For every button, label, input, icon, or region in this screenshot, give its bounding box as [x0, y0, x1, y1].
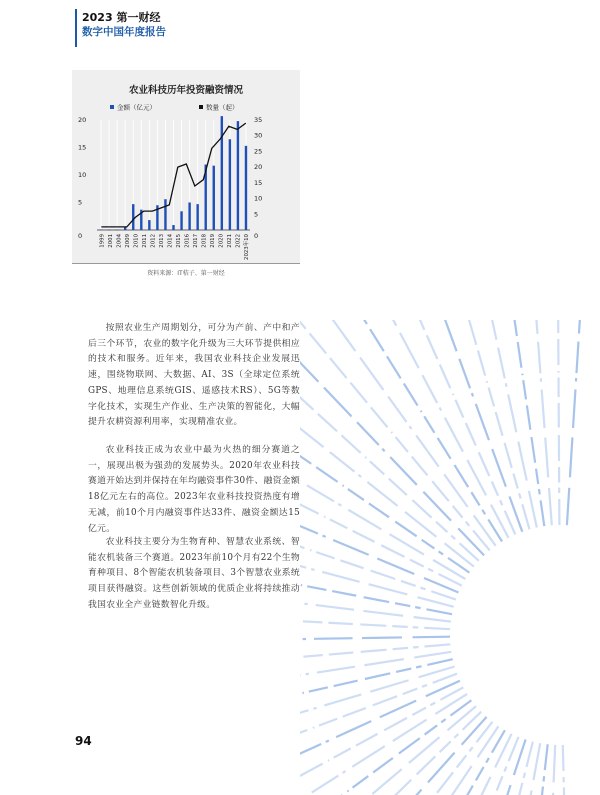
x-axis-tick-label: 2012	[150, 234, 157, 248]
bar-amount	[100, 229, 102, 230]
figure-bottom-rule	[72, 263, 300, 264]
left-axis-tick-label: 15	[78, 143, 87, 152]
x-axis-tick-label: 2014	[167, 234, 174, 248]
body-paragraph-2: 农业科技正成为农业中最为火热的细分赛道之一，展现出极为强劲的发展势头。2020年农业科技赛道开始达到并保持在年均融资事件30件、融资金额18亿元左右的高位。2023年农业科技投资热度有增无减，前10个月内融资事件达33件、融资金额达15亿元。	[88, 445, 300, 534]
x-axis-tick-label: 2018	[201, 234, 208, 248]
bar-amount	[245, 146, 247, 230]
legend-swatch-amount	[110, 105, 114, 109]
decorative-ray	[300, 652, 451, 705]
bar-amount	[132, 204, 134, 230]
left-axis-tick-label: 20	[78, 116, 87, 124]
decorative-ray	[300, 637, 450, 643]
figure-source: 资料来源：IT桔子、第一财经	[147, 270, 225, 277]
x-axis-tick-label: 2016	[184, 234, 191, 248]
bar-amount	[172, 225, 174, 230]
x-axis-tick-label: 1999	[99, 234, 106, 248]
x-axis-tick-label: 2004	[116, 234, 123, 248]
x-axis-tick-label: 2009	[124, 234, 131, 248]
right-axis-tick-label: 0	[254, 232, 259, 240]
x-axis-tick-label: 2021	[226, 234, 233, 248]
bar-amount	[180, 211, 182, 230]
decorative-ray	[567, 320, 589, 525]
legend-swatch-count	[199, 105, 203, 109]
right-axis-tick-label: 25	[254, 147, 263, 156]
decorative-ray	[509, 744, 548, 795]
x-axis-tick-label: 2011	[141, 234, 148, 248]
x-axis-tick-label: 2023年10	[243, 234, 250, 260]
legend-label-count: 数量（起）	[206, 103, 239, 112]
bar-amount	[124, 227, 126, 230]
bar-amount	[237, 121, 239, 230]
chart-title: 农业科技历年投资融资情况	[128, 85, 243, 96]
bar-amount	[213, 166, 215, 230]
bar-amount	[188, 203, 190, 231]
bar-amount	[164, 199, 166, 230]
legend-label-amount: 金额（亿元）	[117, 103, 156, 112]
left-axis-tick-label: 0	[78, 232, 83, 240]
right-axis-tick-label: 10	[254, 194, 263, 203]
header-report-title: 数字中国年度报告	[82, 26, 166, 38]
x-axis-tick-label: 2010	[133, 234, 140, 248]
x-axis-tick-label: 2013	[158, 234, 165, 248]
bar-amount	[196, 204, 198, 230]
right-axis-tick-label: 30	[254, 131, 263, 140]
body-paragraph-1: 按照农业生产周期划分，可分为产前、产中和产后三个环节，农业的数字化升级为三大环节提供相应的技术和服务。近年来，我国农业科技企业发展迅速，围绕物联网、大数据、AI、3S（全球定位系统GPS、地理信息系统GIS、遥感技术RS）、5G等数字化技术，实现生产作业、生产决策的智能化，大幅提升农耕资源利用率，实现精准农业。	[88, 323, 300, 428]
right-axis-tick-label: 35	[254, 116, 263, 124]
bar-amount	[221, 116, 223, 230]
right-axis-tick-label: 15	[254, 178, 263, 187]
left-axis-tick-label: 10	[78, 171, 87, 179]
decorative-ray	[387, 737, 519, 795]
right-axis-tick-label: 20	[254, 163, 263, 172]
x-axis-tick-label: 2015	[175, 234, 182, 248]
bar-amount	[116, 229, 118, 230]
bar-amount	[148, 220, 150, 230]
page-number: 94	[75, 734, 92, 748]
x-axis-tick-label: 2017	[192, 234, 199, 248]
decorative-ray	[300, 644, 450, 674]
left-axis-tick-label: 5	[78, 198, 83, 207]
header-publication-title: 2023 第一财经	[82, 11, 161, 24]
decorative-sunburst-lines	[300, 320, 600, 795]
x-axis-tick-label: 2019	[209, 234, 216, 248]
bar-amount	[108, 229, 110, 230]
investment-chart	[72, 70, 300, 263]
x-axis-tick-label: 2001	[107, 234, 114, 248]
header-accent-bar	[75, 9, 77, 47]
right-axis-tick-label: 5	[254, 210, 259, 219]
decorative-ray	[557, 320, 559, 525]
x-axis-tick-label: 2020	[218, 234, 225, 248]
x-axis-tick-label: 2022	[235, 234, 242, 248]
body-paragraph-3: 农业科技主要分为生物育种、智慧农业系统、智能农机装备三个赛道。2023年前10个月有22个生物育种项目、8个智能农机装备项目、3个智慧农业系统项目获得融资。这些创新领域的优质企业将持续推动我国农业全产业链数智化升级。	[88, 537, 300, 610]
decorative-ray	[563, 745, 572, 795]
bar-amount	[229, 139, 231, 230]
